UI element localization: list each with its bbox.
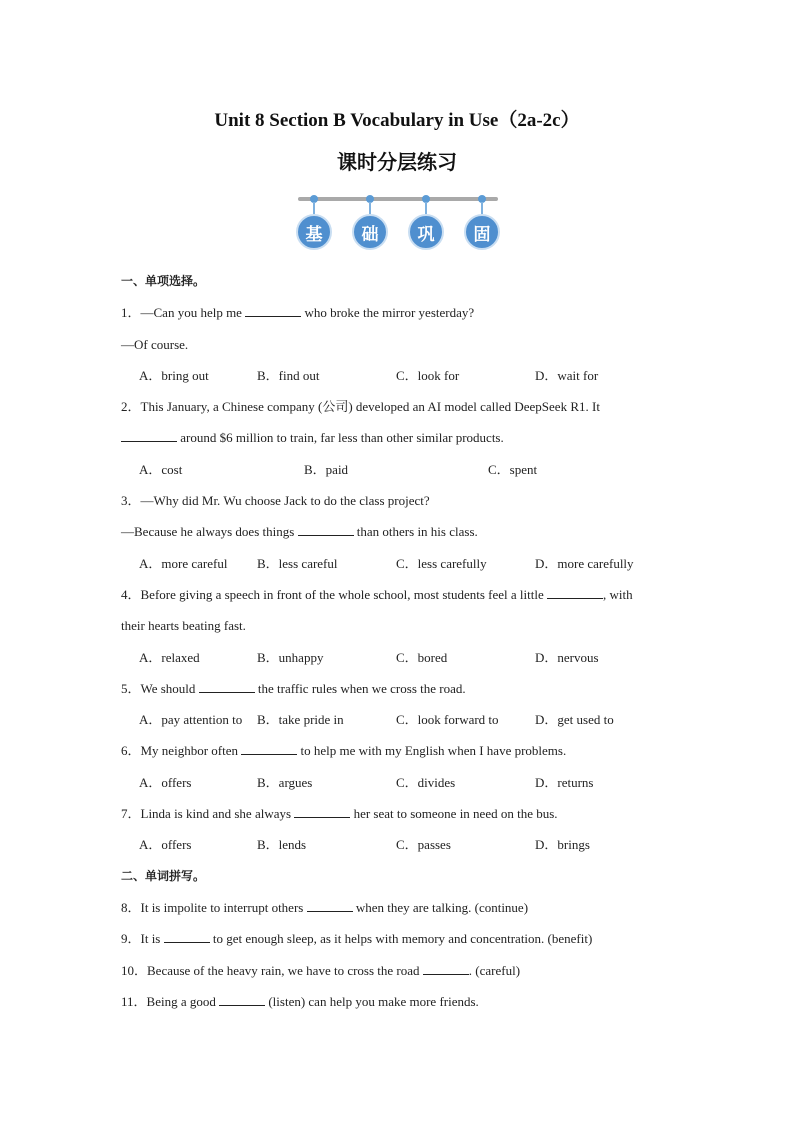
answer-blank[interactable]	[121, 429, 177, 442]
banner-stem	[313, 202, 315, 214]
banner-badge: 础	[352, 214, 388, 250]
option-c[interactable]: C．passes	[396, 837, 451, 853]
question-8	[121, 892, 681, 923]
question-text: . (careful)	[468, 962, 521, 978]
page-title: Unit 8 Section B Vocabulary in Use（2a-2c）	[214, 110, 580, 131]
option-a[interactable]: A．more careful	[139, 555, 228, 571]
question-text: , with	[603, 586, 633, 602]
option-b[interactable]: B．paid	[304, 461, 349, 477]
option-a[interactable]: A．bring out	[139, 367, 209, 383]
option-b[interactable]: B．lends	[257, 837, 307, 853]
option-d[interactable]: D．more carefully	[535, 555, 634, 571]
option-b[interactable]: B．less careful	[257, 555, 338, 571]
option-d[interactable]: D．wait for	[535, 367, 599, 383]
question-text: 11．Being a good	[121, 993, 220, 1009]
answer-blank[interactable]	[547, 586, 603, 599]
question-1	[121, 297, 681, 328]
question-text: who broke the mirror yesterday?	[301, 305, 475, 321]
answer-blank[interactable]	[294, 805, 350, 818]
options-row	[121, 360, 681, 391]
answer-blank[interactable]	[298, 523, 354, 536]
banner-bar	[298, 197, 498, 201]
option-b[interactable]: B．find out	[257, 367, 320, 383]
section-heading: 二、单词拼写。	[121, 868, 206, 883]
question-3-cont	[121, 516, 681, 547]
question-text: (listen) can help you make more friends.	[265, 993, 479, 1009]
question-10	[121, 955, 681, 986]
answer-blank[interactable]	[241, 742, 297, 755]
question-text: their hearts beating fast.	[121, 618, 246, 634]
question-text: to help me with my English when I have problems.	[297, 743, 567, 759]
question-text: 5．We should	[121, 680, 199, 696]
question-2: 2．This January, a Chinese company (公司) developed an AI model called DeepSeek R1. It	[121, 399, 600, 415]
question-text: 6．My neighbor often	[121, 743, 242, 759]
question-text: around $6 million to train, far less than other similar products.	[177, 430, 504, 446]
options-row	[121, 642, 681, 673]
banner-stem	[481, 202, 483, 214]
section-heading: 一、单项选择。	[121, 274, 206, 288]
question-text: when they are talking. (continue)	[352, 899, 529, 915]
answer-blank[interactable]	[199, 680, 255, 693]
question-text: 1．—Can you help me	[121, 305, 246, 321]
question-9	[121, 923, 681, 954]
question-4	[121, 579, 681, 610]
question-5	[121, 673, 681, 704]
exercise-content	[121, 266, 681, 1017]
option-b[interactable]: B．unhappy	[257, 649, 324, 665]
answer-blank[interactable]	[219, 993, 265, 1006]
question-6	[121, 735, 681, 766]
options-row	[121, 548, 681, 579]
option-c[interactable]: C．spent	[488, 461, 538, 477]
banner-badge: 基	[296, 214, 332, 250]
option-c[interactable]: C．look for	[396, 367, 460, 383]
option-d[interactable]: D．returns	[535, 774, 594, 790]
question-text: 8．It is impolite to interrupt others	[121, 899, 307, 915]
option-b[interactable]: B．take pride in	[257, 712, 344, 728]
question-text: 4．Before giving a speech in front of the whole school, most students feel a little	[121, 586, 548, 602]
option-c[interactable]: C．less carefully	[396, 555, 487, 571]
question-text: —Because he always does things	[121, 524, 298, 540]
question-2-cont	[121, 422, 681, 453]
answer-blank[interactable]	[245, 304, 301, 317]
options-row	[121, 767, 681, 798]
question-text: 10．Because of the heavy rain, we have to cross the road	[121, 962, 423, 978]
banner-stem	[369, 202, 371, 214]
question-text: the traffic rules when we cross the road.	[254, 680, 466, 696]
option-b[interactable]: B．argues	[257, 774, 313, 790]
answer-blank[interactable]	[307, 899, 353, 912]
option-a[interactable]: A．offers	[139, 837, 192, 853]
option-a[interactable]: A．offers	[139, 774, 192, 790]
option-d[interactable]: D．nervous	[535, 649, 599, 665]
question-text: her seat to someone in need on the bus.	[350, 806, 558, 822]
answer-blank[interactable]	[164, 930, 210, 943]
banner-stem	[425, 202, 427, 214]
option-d[interactable]: D．get used to	[535, 712, 614, 728]
banner-badge: 巩	[408, 214, 444, 250]
section-banner	[290, 192, 510, 254]
banner-badge: 固	[464, 214, 500, 250]
options-row	[121, 454, 681, 485]
option-c[interactable]: C．bored	[396, 649, 448, 665]
option-a[interactable]: A．pay attention to	[139, 712, 243, 728]
question-11	[121, 986, 681, 1017]
question-3: 3．—Why did Mr. Wu choose Jack to do the class project?	[121, 493, 430, 509]
option-a[interactable]: A．relaxed	[139, 649, 200, 665]
question-7	[121, 798, 681, 829]
option-c[interactable]: C．divides	[396, 774, 456, 790]
options-row	[121, 704, 681, 735]
question-text: —Of course.	[121, 336, 189, 352]
question-text: than others in his class.	[353, 524, 478, 540]
question-text: to get enough sleep, as it helps with memory and concentration. (benefit)	[209, 931, 593, 947]
options-row	[121, 829, 681, 860]
question-text: 7．Linda is kind and she always	[121, 806, 295, 822]
question-text: 9．It is	[121, 931, 164, 947]
option-c[interactable]: C．look forward to	[396, 712, 499, 728]
option-d[interactable]: D．brings	[535, 837, 590, 853]
option-a[interactable]: A．cost	[139, 461, 183, 477]
answer-blank[interactable]	[423, 962, 469, 975]
page-subtitle: 课时分层练习	[337, 150, 457, 174]
